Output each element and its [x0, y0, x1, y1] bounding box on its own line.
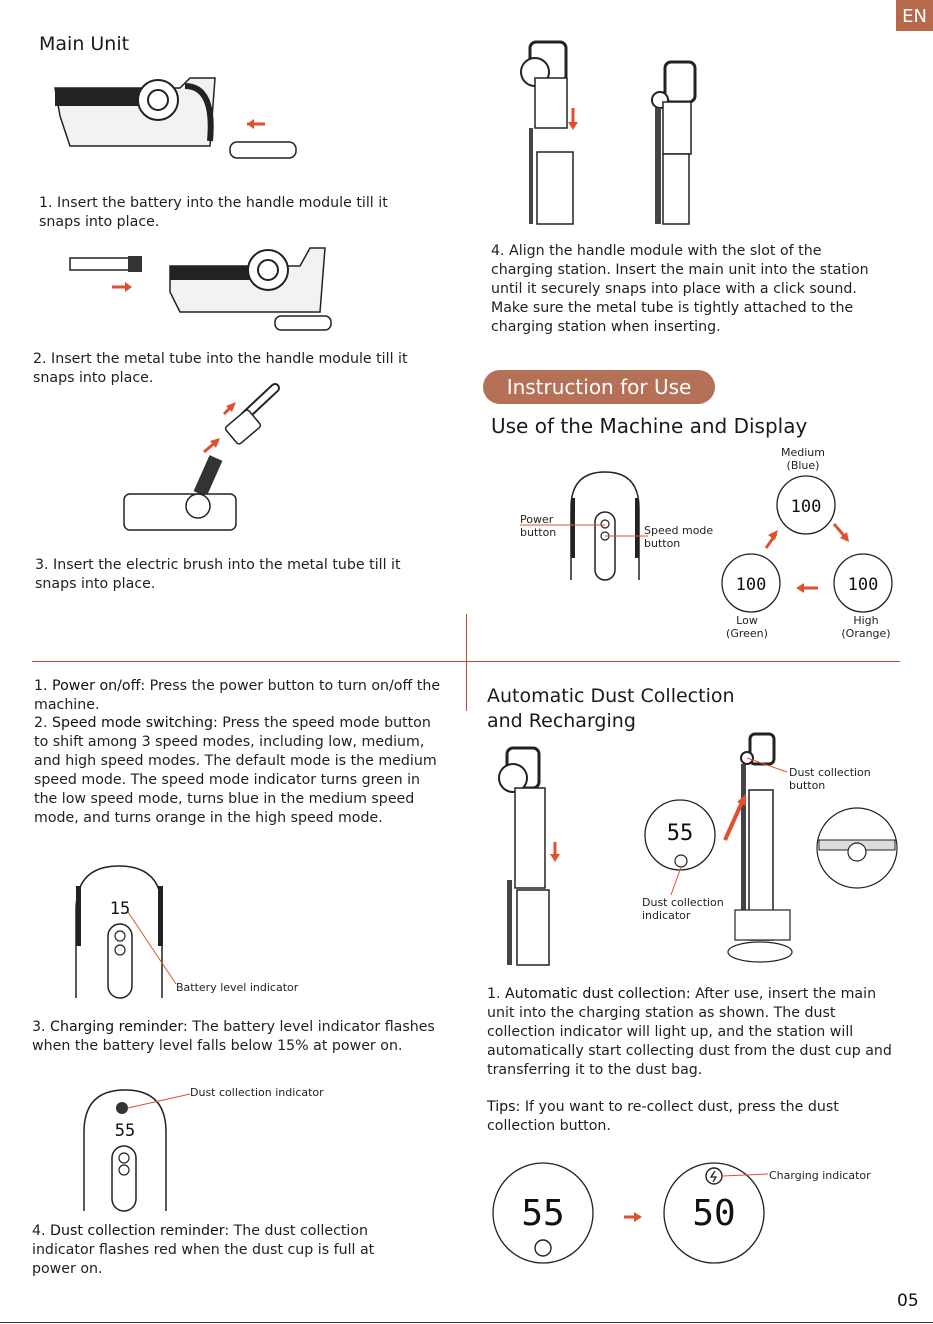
display-medium-value: 100 — [790, 497, 822, 517]
brush-insert-illustration — [120, 386, 285, 536]
charge-before-value: 55 — [521, 1193, 565, 1234]
dust-level-value: 55 — [114, 1121, 136, 1141]
step-1-text: 1. Insert the battery into the handle module till it snaps into place. — [39, 195, 388, 230]
display-low-value: 100 — [735, 575, 767, 595]
step-3-text: 3. Insert the electric brush into the metal tube till it snaps into place. — [35, 557, 401, 592]
charge-after-value: 50 — [692, 1193, 736, 1234]
battery-insert-illustration — [50, 76, 310, 166]
station-insert-illustration — [515, 38, 715, 224]
mode-cycle-arrows — [760, 518, 860, 594]
vertical-divider — [466, 614, 467, 711]
speed-mode-button-label: Speed mode button — [644, 524, 714, 550]
charging-indicator-label: Charging indicator — [769, 1169, 871, 1182]
section-pill-instruction: Instruction for Use — [483, 370, 715, 404]
dust-indicator-label-left: Dust collection indicator — [190, 1086, 324, 1099]
battery-level-value: 15 — [109, 899, 131, 919]
auto-dust-tips: Tips: If you want to re-collect dust, press the dust collection button. — [487, 1099, 839, 1134]
step-4-text: 4. Align the handle module with the slot of the charging station. Insert the main unit into the station until it securely snaps into place with a click sound. Make sure the metal tube is tightly attached to the charging station when inserting. — [491, 243, 869, 335]
dust-collection-button-label: Dust collection button — [789, 766, 871, 792]
dust-indicator-label-right: Dust collection indicator — [642, 896, 724, 922]
mode-medium-label: Medium (Blue) — [781, 446, 825, 472]
auto-dust-title: Automatic Dust Collection and Recharging — [487, 685, 735, 732]
power-button-label: Power button — [520, 513, 557, 539]
step-2-text: 2. Insert the metal tube into the handle module till it snaps into place. — [33, 351, 408, 386]
note-dust-reminder: 4. Dust collection reminder: The dust collection indicator flashes red when the dust cup is full at power on. — [32, 1223, 375, 1277]
note-power: 1. Power on/off: Press the power button to turn on/off the machine. — [34, 678, 441, 713]
charge-transition-illustration — [492, 1160, 752, 1266]
dust-indicator-illustration — [80, 1086, 170, 1211]
auto-dust-text: 1. Automatic dust collection: After use, insert the main unit into the charging station as shown. The dust collection indicator will light up, and the station will automatically start collecting dust from the dust cup and transferring it to the dust bag. — [487, 986, 892, 1078]
auto-display-value: 55 — [666, 821, 694, 846]
use-machine-title: Use of the Machine and Display — [491, 414, 808, 438]
note-charging: 3. Charging reminder: The battery level indicator flashes when the battery level falls below 15% at power on. — [32, 1019, 435, 1054]
mode-low-label: Low (Green) — [726, 614, 768, 640]
bottom-rule — [0, 1322, 933, 1323]
language-badge: EN — [896, 0, 933, 31]
battery-level-label: Battery level indicator — [176, 981, 299, 994]
main-unit-title: Main Unit — [39, 33, 130, 55]
tube-insert-illustration — [70, 242, 335, 334]
display-high-value: 100 — [847, 575, 879, 595]
page-number: 05 — [897, 1291, 919, 1311]
mode-high-label: High (Orange) — [841, 614, 891, 640]
note-speed-mode: 2. Speed mode switching: Press the speed mode button to shift among 3 speed modes, including low, medium, and high speed modes. The default mode is the medium speed mode. The speed mode indicator turns green in the low speed mode, turns blue in the medium speed mode, and turns orange in the high speed mode. — [34, 715, 437, 826]
battery-level-illustration — [72, 862, 167, 998]
